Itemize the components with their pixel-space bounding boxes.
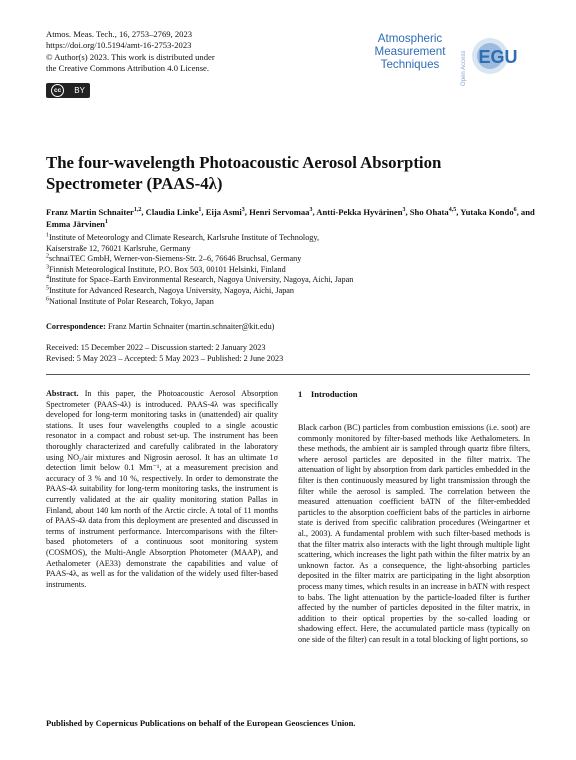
- affiliation-number: 2: [46, 253, 49, 260]
- citation-line: Atmos. Meas. Tech., 16, 2753–2769, 2023: [46, 29, 193, 39]
- author-name: Eija Asmi: [205, 207, 242, 217]
- cc-by-license-badge[interactable]: [46, 83, 90, 98]
- affiliation-item: [46, 254, 536, 265]
- open-access-text: Open Access: [461, 50, 467, 86]
- section-heading: [298, 389, 530, 399]
- affiliation-item: [46, 265, 536, 276]
- section-number: 1: [298, 389, 303, 399]
- doi-link[interactable]: https://doi.org/10.5194/amt-16-2753-2023: [46, 40, 192, 51]
- author-name: Yutaka Kondo: [460, 207, 514, 217]
- egu-logo-text: EGU: [478, 47, 518, 67]
- affiliation-text: Institute of Meteorology and Climate Research, Karlsruhe Institute of Technology,: [49, 233, 319, 242]
- copyright-line: © Author(s) 2023. This work is distributed under: [46, 51, 215, 62]
- affiliation-item: [46, 275, 536, 286]
- affiliation-ref: 3: [309, 207, 313, 214]
- abstract-text: In this paper, the Photoacoustic Aerosol Absorption Spectrometer (PAAS-4λ) is introduced. PAAS-4λ was specifically developed for long-term monitoring tasks in (unattended) air quality stations. It uses four wavelengths coupled to a single acoustic resonator in a compact and robust set-up. The instrument has been thoroughly characterized and carefully calibrated in the laboratory using NO₂/air mixtures and Nigrosin aerosol. It has an ultimate 1σ detection limit below 0.1 Mm⁻¹, at a measurement precision and accuracy of 3 % and 10 %, respectively. In order to demonstrate the PAAS-4λ suitability for long-term monitoring tasks, the instrument is currently validated at the air quality monitoring station Pallas in Finland, about 140 km north of the Arctic circle. A total of 11 months of PAAS-4λ data from this deployment are presented and discussed in terms of instrument performance. Intercomparisons with the filter-based photometers of a continuous soot monitoring system (COSMOS), the Multi-Angle Absorption Photometer (MAAP), and Aethalometer (AE33) demonstrate the capabilities and value of PAAS-4λ, as well as for the validation of the widely used filter-based instruments.: [46, 389, 278, 589]
- affiliation-number: 4: [46, 274, 49, 281]
- cc-icon: cc: [51, 84, 64, 97]
- affiliation-ref: 1: [198, 207, 202, 214]
- affiliation-list: [46, 233, 536, 307]
- license-line: the Creative Commons Attribution 4.0 License.: [46, 62, 210, 73]
- affiliation-text: Institute for Space–Earth Environmental Research, Nagoya University, Nagoya, Aichi, Japan: [49, 275, 354, 285]
- introduction-text: Black carbon (BC) particles from combustion emissions (i.e. soot) are commonly monitored by filter-based methods like Aethalometers. In these methods, the ambient air is sampled through quartz fibre filters, where aerosol particles are deposited in the filter matrix. The attenuation of light by absorption from dark particles embedded in the filter is then continuously measured by light transmission through the filter while the aerosol is sampled. The correlation between the measured attenuation coefficient bATN of the filter-embedded particles to the absorption coefficient babs of the particles in airborne state is derived from specific calibration procedures (Weingartner et al., 2003). A fundamental problem with such filter-based methods is that the filter matrix also interacts with the light through multiple light scattering, which increases the light path within the filter matrix by an unknown factor. As a consequence, the light-absorbing particles deposited in the filter matrix are participating in the light absorption process many times, which results in an increase in bATN with respect to babs. The light attenuation by the particle-loaded filter is further affected by the number of particles deposited in the filter matrix, in addition to their optical properties by the so-called loading or shadowing effect. Here, the accumulated particle mass (typically on one side of the filter) can result in a total blocking of light portions, so: [298, 423, 530, 644]
- publication-dates: [46, 343, 536, 365]
- affiliation-text: Kaiserstraße 12, 76021 Karlsruhe, Germany: [46, 243, 191, 253]
- affiliation-ref: 1,2: [133, 207, 142, 214]
- journal-name-line: Measurement: [374, 45, 446, 58]
- author-list: Franz Martin Schnaiter$^{1,2}$, Claudia Linke$^1$, Eija Asmi$^3$, Henri Servomaa$^3$, Antti-Pekka Hyvärinen$^3$, Sho Ohata$^{4,5}$, Yutaka Kondo$^6$, and Emma Järvinen$^1$: [46, 207, 535, 229]
- journal-name: [360, 32, 460, 71]
- correspondence-label: Correspondence:: [46, 322, 106, 331]
- section-title: Introduction: [310, 389, 358, 399]
- open-access-label: [459, 30, 467, 88]
- received-line: Received: 15 December 2022 – Discussion started: 2 January 2023: [46, 343, 266, 352]
- affiliation-number: 3: [46, 264, 49, 271]
- journal-name-line: Techniques: [380, 58, 440, 71]
- divider: [46, 374, 530, 375]
- publisher-footer: Published by Copernicus Publications on behalf of the European Geosciences Union.: [46, 718, 356, 728]
- abstract-label: Abstract.: [46, 389, 79, 398]
- affiliation-ref: 6: [513, 207, 517, 214]
- correspondence-contact[interactable]: Franz Martin Schnaiter (martin.schnaiter@kit.edu): [107, 322, 275, 331]
- citation-block: [46, 29, 215, 74]
- by-icon: BY: [74, 86, 85, 95]
- published-line: Revised: 5 May 2023 – Accepted: 5 May 2023 – Published: 2 June 2023: [46, 353, 284, 363]
- correspondence: [46, 322, 536, 331]
- affiliation-number: 1: [46, 232, 49, 239]
- affiliation-ref: 3: [402, 207, 406, 214]
- affiliation-ref: 1: [104, 219, 108, 226]
- affiliation-text: schnaiTEC GmbH, Werner-von-Siemens-Str. 2–6, 76646 Bruchsal, Germany: [49, 254, 302, 264]
- affiliation-text: Institute for Advanced Research, Nagoya University, Nagoya, Aichi, Japan: [49, 285, 295, 295]
- affiliation-text: Finnish Meteorological Institute, P.O. Box 503, 00101 Helsinki, Finland: [49, 264, 286, 274]
- author-name: Emma Järvinen: [46, 219, 105, 229]
- affiliation-number: 5: [46, 285, 49, 292]
- paper-title: The four-wavelength Photoacoustic Aerosol Absorption Spectrometer (PAAS-4λ): [46, 153, 442, 193]
- author-name: Henri Servomaa: [249, 207, 310, 217]
- author-name: Antti-Pekka Hyvärinen: [316, 207, 403, 217]
- author-name: Franz Martin Schnaiter: [46, 207, 134, 217]
- affiliation-item: [46, 233, 536, 254]
- affiliation-ref: 4,5: [448, 207, 457, 214]
- author-name: Claudia Linke: [145, 207, 199, 217]
- affiliation-text: National Institute of Polar Research, Tokyo, Japan: [49, 296, 214, 306]
- affiliation-ref: 3: [241, 207, 245, 214]
- affiliation-item: [46, 286, 536, 297]
- journal-name-line: Atmospheric: [377, 32, 443, 45]
- author-name: Sho Ohata: [409, 207, 449, 217]
- affiliation-number: 6: [46, 295, 49, 302]
- egu-logo: [470, 36, 524, 76]
- abstract: [46, 389, 278, 590]
- affiliation-item: [46, 297, 536, 308]
